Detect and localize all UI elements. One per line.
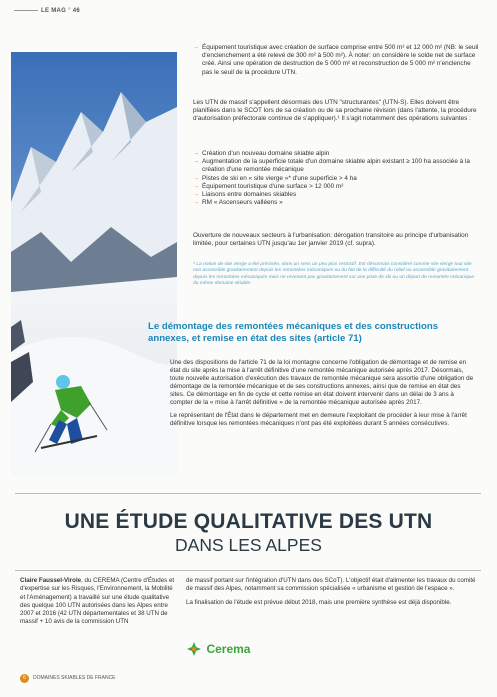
divider bbox=[15, 493, 481, 494]
divider bbox=[15, 570, 481, 571]
box-paragraph-1: Une des dispositions de l'article 71 de la loi montagne concerne l'obligation de démontage et de remise en état du site après la mise à l'arrêt définitive d'une remontée mécanique autorisée après 2017. Désormais, toute nouvelle autorisation d'exécution des travaux de remontée mécanique sera assortie d'une obligation de démontage de la remontée mécanique et de ses constructions annexes, ainsi que de remise en état des sites. Ce démontage en fin de cycle et cette remise en état doivent intervenir dans un délai de 3 ans à compter de la « mise à l'arrêt définitive » de la remontée mécanique autorisée après 2017. bbox=[170, 359, 474, 407]
magazine-header: LE MAG ° 46 bbox=[14, 8, 80, 14]
box-paragraph-2: Le représentant de l'État dans le département met en demeure l'exploitant de procéder à leur mise à l'arrêt définitive lorsque les remontées mécaniques n'ont pas été exploitées durant 5 années consécutives. bbox=[170, 411, 467, 427]
mag-label: LE MAG bbox=[41, 8, 67, 14]
operations-list bbox=[193, 150, 479, 207]
list-item: → RM « Ascenseurs valléens » bbox=[193, 199, 283, 207]
list-item: → Équipement touristique d'une surface > 12 000 m² bbox=[193, 182, 344, 190]
box-body bbox=[170, 359, 476, 428]
box-title: Le démontage des remontées mécaniques et des constructions annexes, et remise en état des sites (article 71) bbox=[148, 321, 439, 345]
cerema-logo-icon bbox=[186, 641, 202, 657]
list-item: → Création d'un nouveau domaine skiable alpin bbox=[193, 150, 330, 157]
bottom-paragraph-1: de massif portant sur l'intégration d'UTN dans des SCoT). L'objectif était d'alimenter les travaux du comité de massif des Alpes, notamment sa commission spécialisée « urbanisme et gestion de l'espace ». bbox=[186, 577, 476, 593]
headline-line-1: UNE ÉTUDE QUALITATIVE DES UTN bbox=[64, 510, 433, 533]
urbanisation-paragraph: Ouverture de nouveaux secteurs à l'urbanisation: dérogation transitoire au principe d'urbanisation limitée, pour certaines UTN jusqu'au 1er janvier 2019 (cf. supra). bbox=[193, 232, 469, 248]
bottom-right-text bbox=[186, 577, 478, 607]
page-footer bbox=[20, 674, 116, 683]
utn-paragraph: Les UTN de massif s'appellent désormais des UTN "structurantes" (UTN-S). Elles doivent être planifiées dans le SCOT lors de sa création ou de sa prochaine révision (dans l'attente, la procédure d'autorisation préfectorale continue de s'appliquer).¹ Il s'agit notamment des opérations suivantes : bbox=[193, 99, 477, 123]
list-item: → Équipement touristique avec création de surface comprise entre 500 m² et 12 000 m² (NB: le seuil d'enclenchement a été relevé de 300 m² à 500 m²). À noter: on considère le solde net de surface créé. Ainsi une opération de destruction de 5 000 m² et reconstruction de 5 000 m² n'enclenche pas le seuil de la procédure UTN. bbox=[193, 44, 479, 76]
cerema-logo: Cerema bbox=[186, 640, 250, 658]
list-item: → Pistes de ski en « site vierge »* d'une superficie > 4 ha bbox=[193, 174, 357, 182]
bottom-paragraph-2: La finalisation de l'étude est prévue début 2018, mais une première synthèse est déjà disponible. bbox=[186, 598, 452, 606]
headline-line-2: DANS LES ALPES bbox=[175, 535, 322, 555]
site-vierge-note: * La notion de site vierge a été précisée, dans un sens un peu plus restrictif. Est désormais considéré comme site vierge tout site non accessible gravitairement depuis les remontées mécaniques ou du fait de la difficulté du relief ou accessible gravitairement depuis les remontées mécaniques mais ne revenant pas gravitairement sur une piste de ski ou un départ de remontée mécanique du même domaine skiable. bbox=[193, 262, 475, 286]
bottom-left-text: Claire Faussel-Virole, du CEREMA (Centre d'Études et d'expertise sur les Risques, l'Environnement, la Mobilité et l'Aménagement) a travaillé sur une étude qualitative des quelque 100 UTN autorisées dans les Alpes entre 2007 et 2016 (42 UTN départementales et 38 UTN de massif + 10 avis de la commission UTN bbox=[20, 577, 175, 626]
page-ref: 46 bbox=[72, 8, 81, 14]
author-name: Claire Faussel-Virole bbox=[20, 577, 82, 584]
top-bullet-list bbox=[193, 44, 479, 77]
list-item: → Liaisons entre domaines skiables bbox=[193, 191, 297, 199]
page-number: 6 bbox=[20, 674, 29, 683]
list-item: → Augmentation de la superficie totale d'un domaine skiable alpin existant ≥ 100 ha associée à la création d'une remontée mécanique bbox=[193, 158, 470, 174]
skier-photo bbox=[11, 52, 177, 476]
footer-title: DOMAINES SKIABLES DE FRANCE bbox=[33, 675, 116, 681]
